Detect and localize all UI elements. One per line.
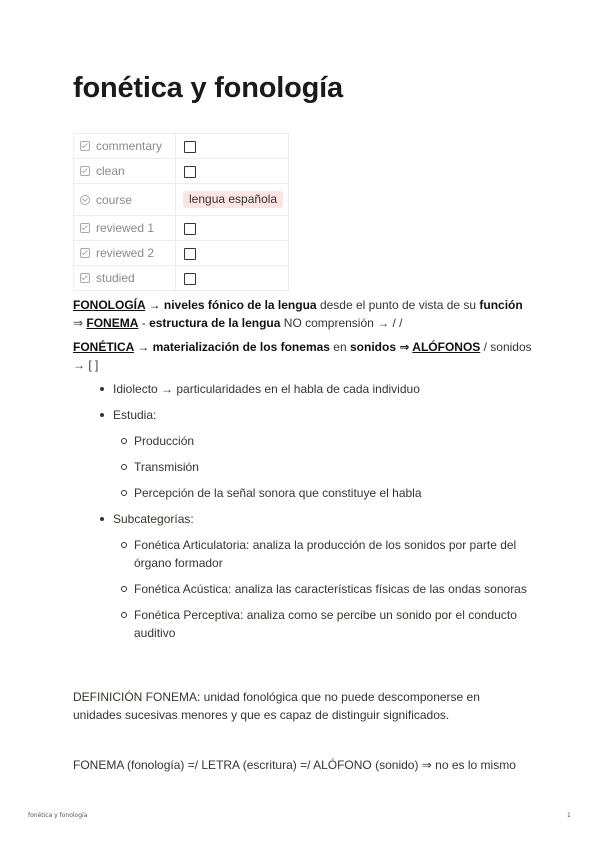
course-tag[interactable]: lengua española [183,191,283,208]
property-row-reviewed-1 [74,216,289,241]
sub-list [113,536,539,642]
checkbox-property-icon [80,248,90,258]
reviewed-2-checkbox[interactable] [184,248,196,260]
reviewed-1-checkbox[interactable] [184,223,196,235]
checkbox-property-icon [80,273,90,283]
footer-page-number: 1 [567,812,571,819]
list-item: Producción [113,432,539,450]
fonetica-term: FONÉTICA [73,340,134,354]
property-row-reviewed-2 [74,241,289,266]
definicion-paragraph: DEFINICIÓN FONEMA: unidad fonológica que no puede descomponerse en unidades sucesivas menores y que es capaz de distinguir significados. [73,690,480,722]
property-label: studied [96,271,135,285]
page-title: fonética y fonología [73,72,343,104]
property-label: reviewed 1 [96,221,155,235]
list-item: Percepción de la señal sonora que constituye el habla [113,484,539,502]
list-item: Fonética Articulatoria: analiza la producción de los sonidos por parte del órgano formador [113,536,539,572]
list-item: Fonética Perceptiva: analiza como se percibe un sonido por el conducto auditivo [113,606,539,642]
sub-list [113,432,539,502]
bullet-list [99,380,539,650]
fonologia-paragraph: FONOLOGÍA → niveles fónico de la lengua desde el punto de vista de su función ⇒ FONEMA - estructura de la lengua NO comprensión → / / [73,298,523,330]
checkbox-property-icon [80,223,90,233]
fonetica-paragraph: FONÉTICA → materialización de los fonemas en sonidos ⇒ ALÓFONOS / sonidos → [ ] [73,340,532,372]
checkbox-property-icon [80,166,90,176]
select-property-icon [80,195,90,205]
property-row-commentary [74,134,289,159]
commentary-checkbox[interactable] [184,141,196,153]
list-item: Fonética Acústica: analiza las características físicas de las ondas sonoras [113,580,539,598]
comparacion-paragraph: FONEMA (fonología) =/ LETRA (escritura) =/ ALÓFONO (sonido) ⇒ no es lo mismo [73,758,516,772]
property-row-clean [74,159,289,184]
clean-checkbox[interactable] [184,166,196,178]
list-item: Idiolecto → particularidades en el habla de cada individuo [99,380,539,398]
studied-checkbox[interactable] [184,273,196,285]
fonema-term: FONEMA [86,316,139,330]
property-label: clean [96,164,125,178]
property-label: course [96,192,133,207]
list-item: Transmisión [113,458,539,476]
fonologia-levels: niveles fónico de la lengua [163,298,317,312]
list-item: Estudia: Producción Transmisión Percepción de la señal sonora que constituye el habla [99,406,539,502]
checkbox-property-icon [80,141,90,151]
property-row-studied [74,266,289,291]
properties-table [73,133,289,291]
property-label: commentary [96,139,163,153]
property-label: reviewed 2 [96,246,155,260]
footer-title: fonética y fonología [28,812,88,819]
property-row-course [74,184,289,216]
alofonos-term: ALÓFONOS [412,340,481,354]
fonologia-term: FONOLOGÍA [73,298,146,312]
list-item: Subcategorías: Fonética Articulatoria: analiza la producción de los sonidos por parte del órgano formador Fonética Acústica: analiza las características físicas de las ondas sonoras Fonética Perceptiva: analiza como se percibe un sonido por el conducto auditivo [99,510,539,642]
